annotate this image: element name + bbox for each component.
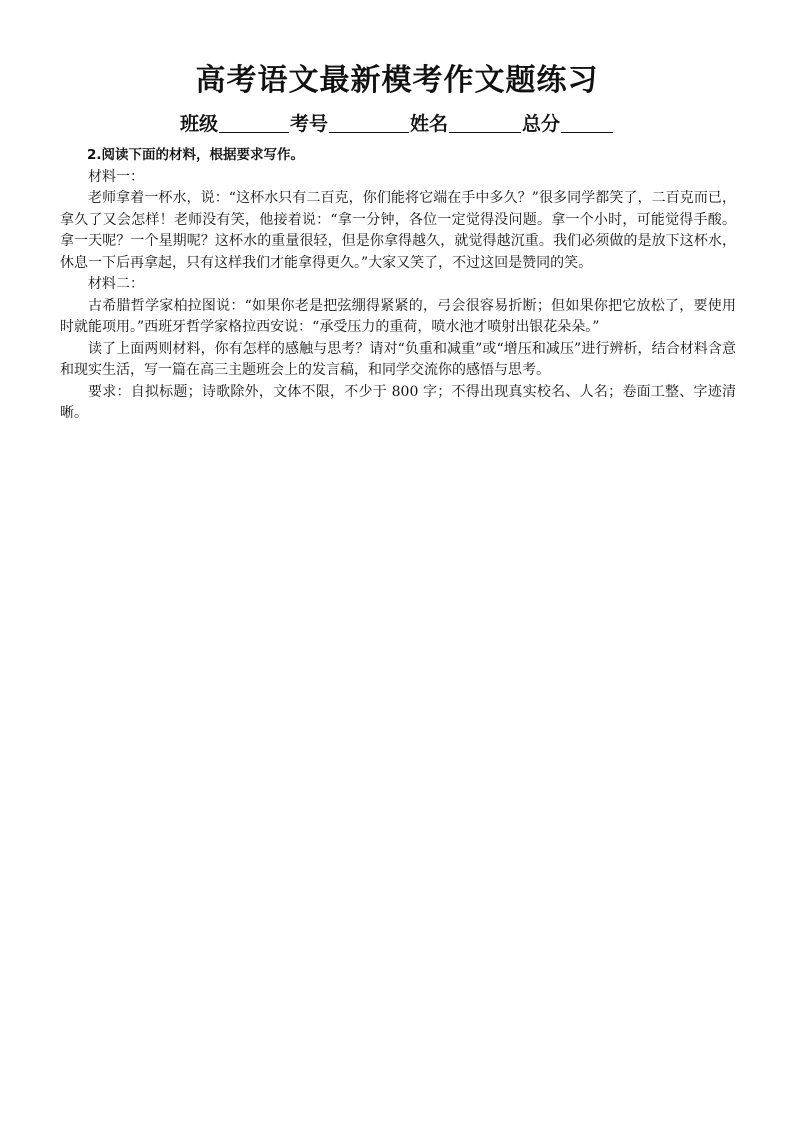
class-blank xyxy=(219,112,289,133)
score-blank xyxy=(561,112,613,133)
name-blank xyxy=(449,112,521,133)
material1-label: 材料一： xyxy=(88,168,144,185)
question-body xyxy=(60,145,736,425)
question-heading: 2.阅读下面的材料，根据要求写作。 xyxy=(87,147,305,163)
number-label: 考号 xyxy=(289,113,328,135)
number-blank xyxy=(329,112,409,133)
material2-text: 古希腊哲学家柏拉图说：“如果你老是把弦绷得紧紧的，弓会很容易折断；但如果你把它放松了，要使用时就能项用。”西班牙哲学家格拉西安说：“承受压力的重荷，喷水池才喷射出银花朵朵。” xyxy=(60,297,736,335)
material2-label: 材料二： xyxy=(88,276,144,292)
score-label: 总分 xyxy=(522,113,561,135)
page-title: 高考语文最新模考作文题练习 xyxy=(195,63,599,98)
material1-text: 老师拿着一杯水，说：“这杯水只有二百克，你们能将它端在手中多久？”很多同学都笑了，二百克而已，拿久了又会怎样！老师没有笑，他接着说：“拿一分钟，各位一定觉得没问题。拿一个小时，可能觉得手酸。拿一天呢？一个星期呢？这杯水的重量很轻，但是你拿得越久，就觉得越沉重。我们必须做的是放下这杯水，休息一下后再拿起，只有这样我们才能拿得更久。”大家又笑了，不过这回是赞同的笑。 xyxy=(60,190,736,271)
writing-requirements: 要求：自拟标题；诗歌除外，文体不限，不少于 800 字；不得出现真实校名、人名；卷面工整、字迹清晰。 xyxy=(60,383,736,421)
writing-prompt: 读了上面两则材料，你有怎样的感触与思考？请对“负重和减重”或“增压和减压”进行辨析，结合材料含意和现实生活，写一篇在高三主题班会上的发言稿，和同学交流你的感悟与思考。 xyxy=(60,340,736,378)
name-label: 姓名 xyxy=(410,113,449,135)
class-label: 班级 xyxy=(179,113,218,135)
student-info-line xyxy=(0,110,794,138)
